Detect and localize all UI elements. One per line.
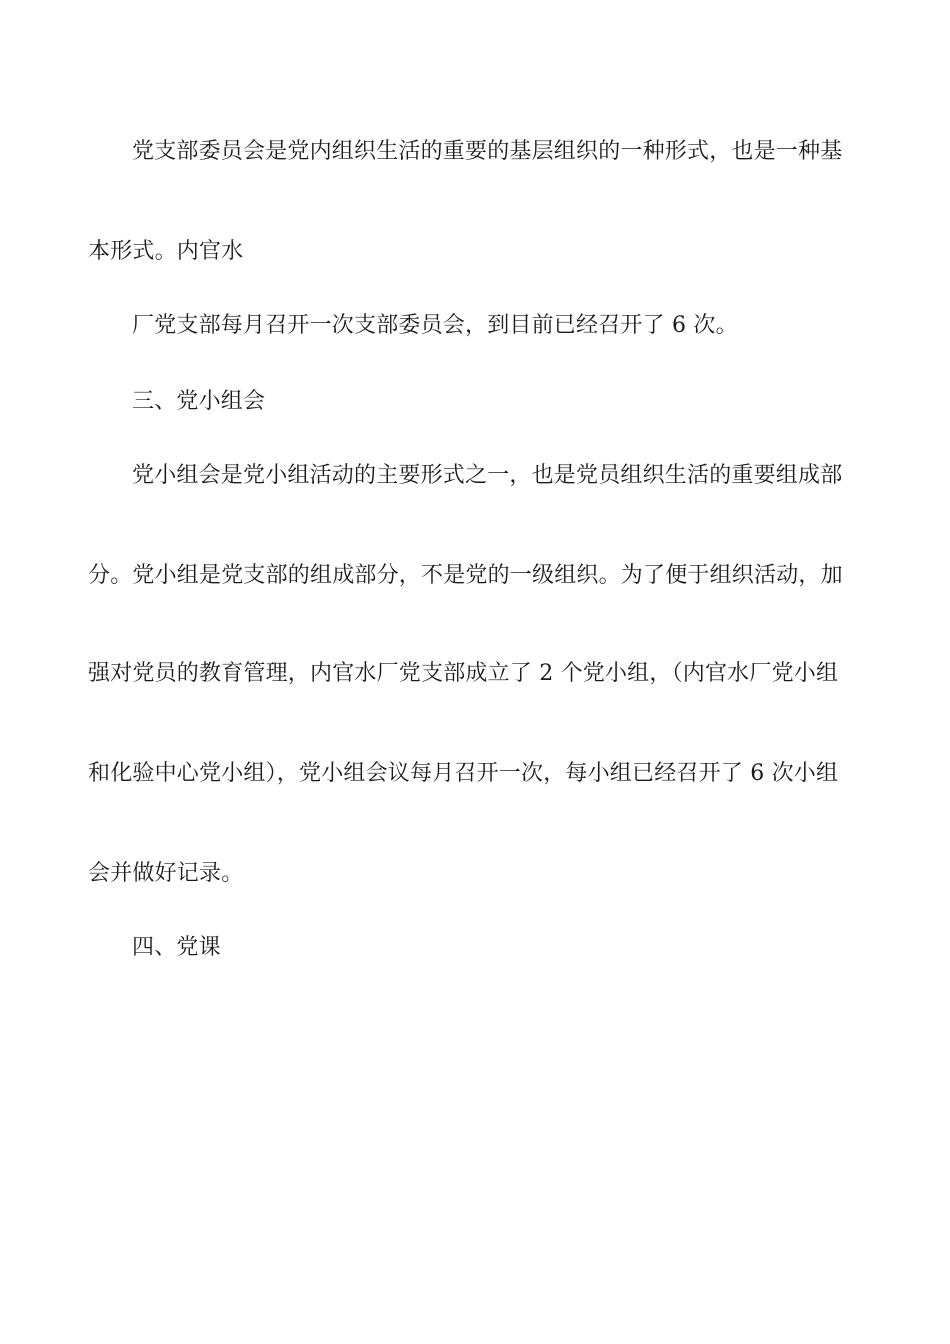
paragraph-line: 党小组会是党小组活动的主要形式之一，也是党员组织生活的重要组成部 xyxy=(132,463,843,488)
paragraph-line: 会并做好记录。 xyxy=(88,861,244,886)
paragraph-line: 党支部委员会是党内组织生活的重要的基层组织的一种形式，也是一种基 xyxy=(132,139,843,164)
paragraph-line: 厂党支部每月召开一次支部委员会，到目前已经召开了 6 次。 xyxy=(132,313,738,338)
paragraph-line: 本形式。内官水 xyxy=(88,239,244,264)
paragraph-line: 和化验中心党小组），党小组会议每月召开一次，每小组已经召开了 6 次小组 xyxy=(88,761,839,786)
section-heading-4: 四、党课 xyxy=(132,935,221,960)
paragraph-line: 分。党小组是党支部的组成部分，不是党的一级组织。为了便于组织活动，加 xyxy=(88,563,843,588)
paragraph-line: 强对党员的教育管理，内官水厂党支部成立了 2 个党小组，（内官水厂党小组 xyxy=(88,661,839,686)
section-heading-3: 三、党小组会 xyxy=(132,389,266,414)
